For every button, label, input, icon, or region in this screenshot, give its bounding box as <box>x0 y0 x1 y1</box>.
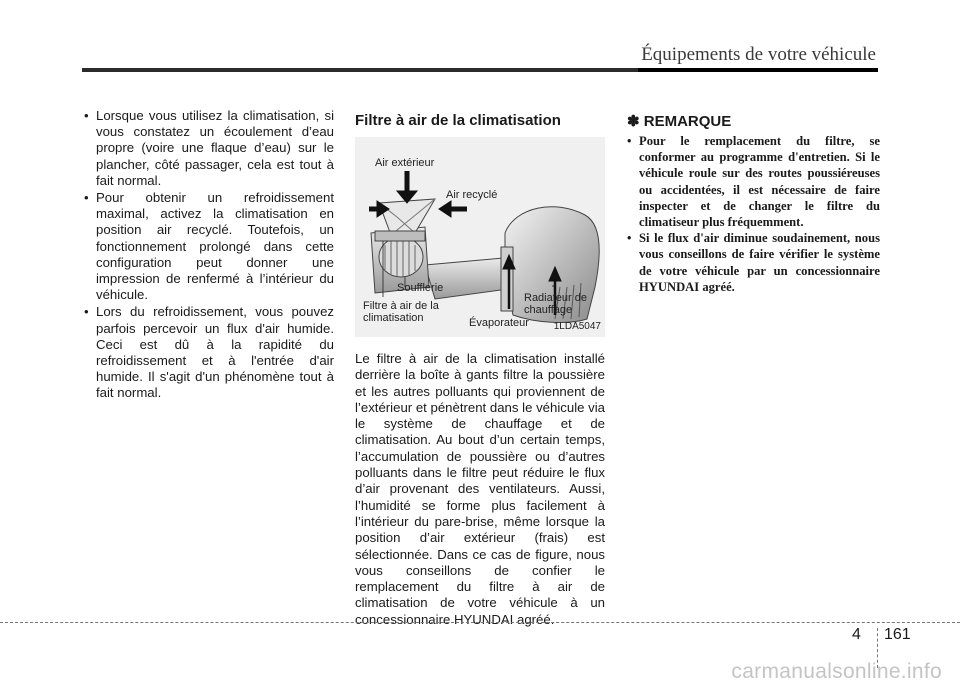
note-item: • Si le flux d'air diminue soudainement, nous vous conseillons de faire vérifier le système de votre véhicule par un concessionnaire HYUNDAI agréé. <box>627 230 880 295</box>
bullet-list <box>84 108 334 402</box>
label-evaporator: Évaporateur <box>469 317 529 329</box>
footer-rule <box>0 622 960 623</box>
label-filter: Filtre à air de la climatisation <box>363 300 439 324</box>
header-rule <box>82 68 878 72</box>
label-outside-air: Air extérieur <box>375 157 435 169</box>
figure-code: 1LDA5047 <box>553 321 601 332</box>
hvac-diagram <box>355 137 605 337</box>
bullet-item: • Pour obtenir un refroidissement maximal, activez la climatisation en position air recyclé. Toutefois, un fonctionnement prolongé dans cette configuration peut donner une impression de renfermé à l’intérieur du véhicule. <box>84 190 334 303</box>
label-recirculated-air: Air recyclé <box>446 189 498 201</box>
bullet-item: • Lorsque vous utilisez la climatisation, si vous constatez un écoulement d’eau propre (voire une flaque d’eau) sur le plancher, côté passager, cela est tout à fait normal. <box>84 108 334 189</box>
label-blower: Soufflerie <box>397 282 444 294</box>
right-column <box>627 108 880 295</box>
watermark: carmanualsonline.info <box>731 660 942 683</box>
body-paragraph: Le filtre à air de la climatisation installé derrière la boîte à gants filtre la poussière et les autres polluants qui proviennent de l’extérieur et pénètrent dans le véhicule via le système de chauffage et de climatisation. Au bout d’un certain temps, l’accumulation de poussière ou d’autres polluants dans le filtre peut réduire le flux d’air provenant des ventilateurs. Aussi, l’humidité se forme plus facilement à l’intérieur du pare-brise, même lorsque la position d’air extérieur (frais) est sélectionnée. Dans ce cas de figure, nous vous conseillons de confier le remplacement du filtre à air de climatisation de votre véhicule à un concessionnaire HYUNDAI agréé. <box>355 351 605 627</box>
label-heater-core: Radiateur de chauffage <box>524 292 587 316</box>
section-title: Filtre à air de la climatisation <box>355 112 561 129</box>
note-title: ✽ REMARQUE <box>627 113 732 130</box>
left-column <box>84 108 334 403</box>
note-item: • Pour le remplacement du filtre, se conformer au programme d'entretien. Si le véhicule roule sur des routes poussiéreuses ou accidentées, il est nécessaire de faire inspecter et de changer le filtre du climatiseur plus fréquemment. <box>627 133 880 230</box>
page-number: 161 <box>884 626 911 643</box>
header-title: Équipements de votre véhicule <box>641 44 876 65</box>
middle-column <box>355 108 605 628</box>
note-list <box>627 133 880 295</box>
bullet-item: • Lors du refroidissement, vous pouvez parfois percevoir un flux d'air humide. Ceci est dû à la rapidité du refroidissement et à l'entrée d'air humide. Il s'agit d'un phénomène tout à fait normal. <box>84 304 334 401</box>
chapter-number: 4 <box>852 626 861 643</box>
